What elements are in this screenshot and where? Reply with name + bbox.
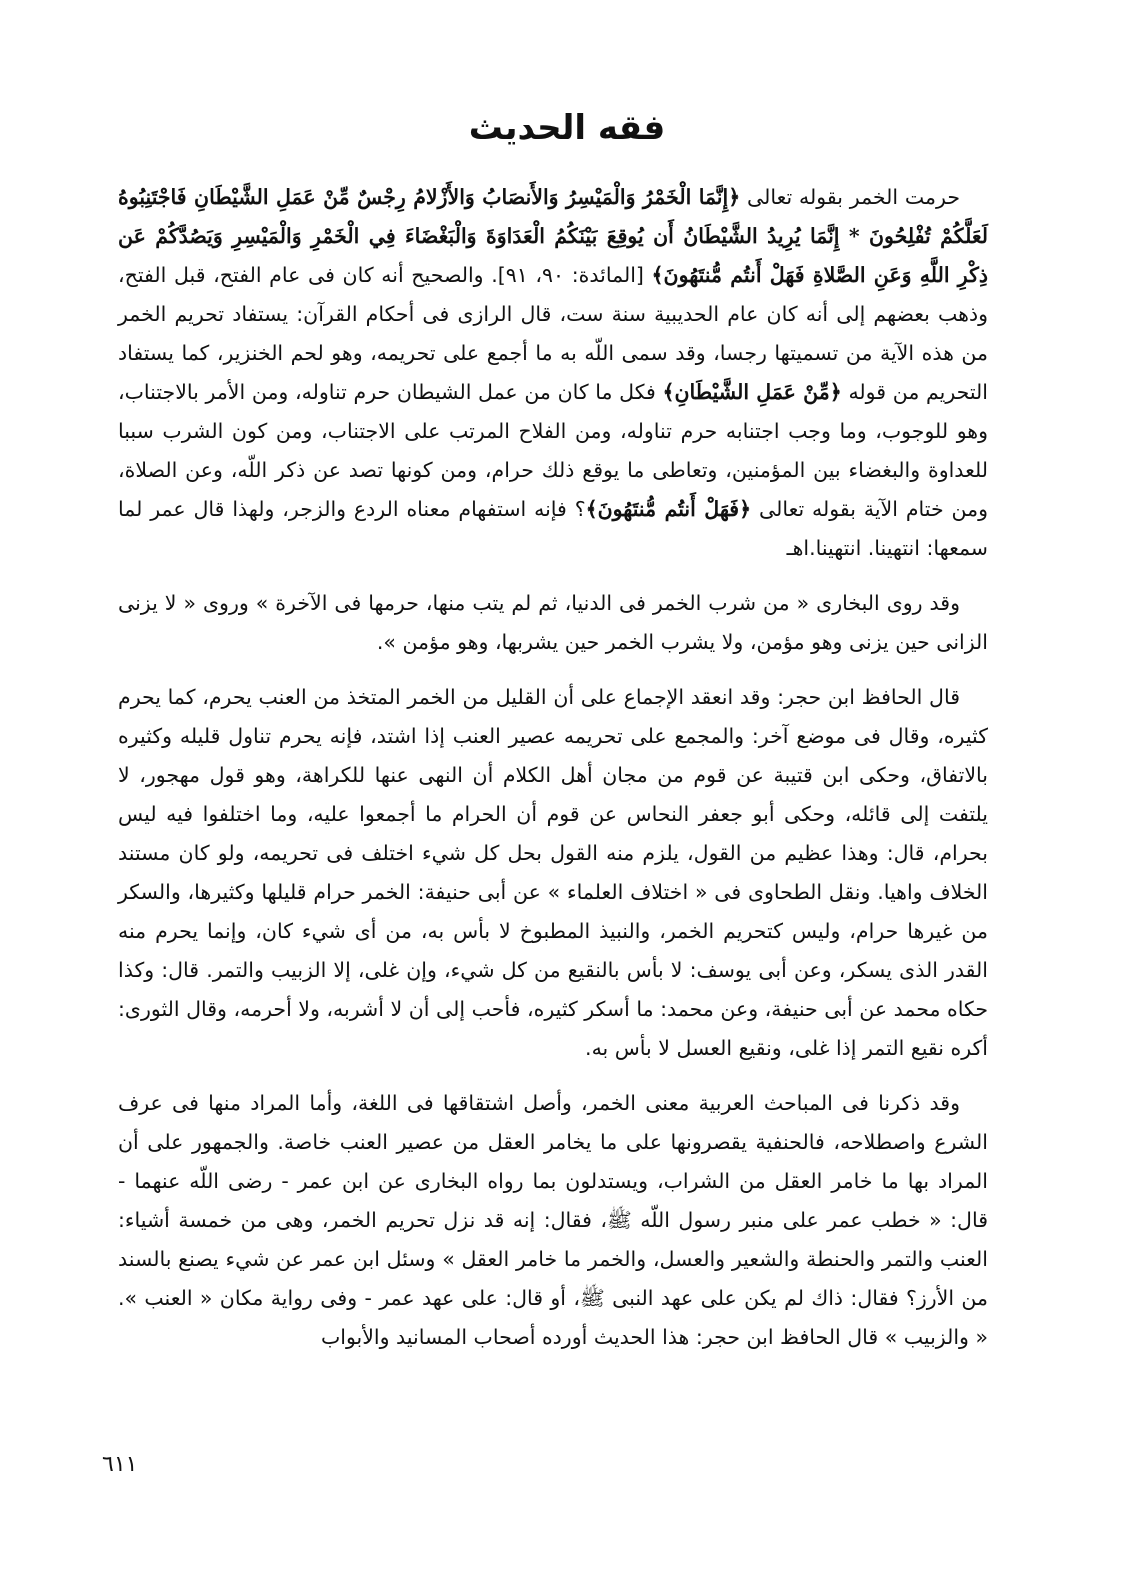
paragraph-text: ؟ فإنه استفهام معناه الردع والزجر، ولهذا قال عمر لما سمعها: انتهينا. انتهينا.اهـ <box>118 497 988 560</box>
paragraph-ibn-hajar: قال الحافظ ابن حجر: وقد انعقد الإجماع على أن القليل من الخمر المتخذ من العنب يحرم، كما يحرم كثيره، وقال فى موضع آخر: والمجمع على تحريمه عصير العنب إذا اشتد، فإنه يحرم تناول قليله وكثيره بالاتفاق، وحكى ابن قتيبة عن قوم من مجان أهل الكلام أن النهى عنها للكراهة، وهو قول مهجور، لا يلتفت إلى قائله، وحكى أبو جعفر النحاس عن قوم أن الحرام ما أجمعوا عليه، وما اختلفوا فيه ليس بحرام، قال: وهذا عظيم من القول، يلزم منه القول بحل كل شيء اختلف فى تحريمه، ولو كان مستند الخلاف واهيا. ونقل الطحاوى فى « اختلاف العلماء » عن أبى حنيفة: الخمر حرام قليلها وكثيرها، والسكر من غيرها حرام، وليس كتحريم الخمر، والنبيذ المطبوخ لا بأس به، من أى شيء كان، وإنما يحرم منه القدر الذى يسكر، وعن أبى يوسف: لا بأس بالنقيع من كل شيء، وإن غلى، إلا الزبيب والتمر. قال: وكذا حكاه محمد عن أبى حنيفة، وعن محمد: ما أسكر كثيره، فأحب إلى أن لا أشربه، ولا أحرمه، وقال الثورى: أكره نقيع التمر إذا غلى، ونقيع العسل لا بأس به. <box>118 685 988 1060</box>
paragraph-text: [المائدة: ٩٠، ٩١]. والصحيح أنه كان فى عام الفتح، قبل الفتح، وذهب بعضهم إلى أنه كان عام الحديبية سنة ست، قال الرازى فى أحكام القرآن: يستفاد تحريم الخمر من هذه الآية من تسميتها رجسا، وقد سمى اللّه به ما أجمع على تحريمه، وهو لحم الخنزير، كما يستفاد التحريم من قوله <box>118 263 988 404</box>
page-number: ٦١١ <box>102 1452 138 1477</box>
paragraph-bukhari-narration: وقد روى البخارى « من شرب الخمر فى الدنيا، ثم لم يتب منها، حرمها فى الآخرة » وروى « لا يزنى الزانى حين يزنى وهو مؤمن، ولا يشرب الخمر حين يشربها، وهو مؤمن ». <box>118 591 988 654</box>
quran-verse: ﴿مِّنْ عَمَلِ الشَّيْطَانِ﴾ <box>662 380 842 404</box>
quran-verse: ﴿إِنَّمَا الْخَمْرُ وَالْمَيْسِرُ وَالأَنصَابُ وَالأَزْلامُ رِجْسٌ مِّنْ عَمَلِ الشَّيْطَانِ فَاجْتَنِبُوهُ لَعَلَّكُمْ تُفْلِحُونَ * إِنَّمَا يُرِيدُ الشَّيْطَانُ أَن يُوقِعَ بَيْنَكُمُ الْعَدَاوَةَ وَالْبَغْضَاءَ فِي الْخَمْرِ وَالْمَيْسِرِ وَيَصُدَّكُمْ عَن ذِكْرِ اللَّهِ وَعَنِ الصَّلاةِ فَهَلْ أَنتُم مُّنتَهُونَ﴾ <box>118 185 989 287</box>
paragraph-text: حرمت الخمر بقوله تعالى <box>740 185 961 209</box>
body-text <box>118 178 988 1373</box>
paragraph-definition: وقد ذكرنا فى المباحث العربية معنى الخمر، وأصل اشتقاقها فى اللغة، وأما المراد منها فى عرف الشرع واصطلاحه، فالحنفية يقصرونها على ما يخامر العقل من عصير العنب خاصة. والجمهور على أن المراد بها ما خامر العقل من الشراب، ويستدلون بما رواه البخارى عن ابن عمر - رضى اللّه عنهما - قال: « خطب عمر على منبر رسول اللّه ﷺ، فقال: إنه قد نزل تحريم الخمر، وهى من خمسة أشياء: العنب والتمر والحنطة والشعير والعسل، والخمر ما خامر العقل » وسئل ابن عمر عن شيء يصنع بالسند من الأرز؟ فقال: ذاك لم يكن على عهد النبى ﷺ، أو قال: على عهد عمر - وفى رواية مكان « العنب ». « والزبيب » قال الحافظ ابن حجر: هذا الحديث أورده أصحاب المسانيد والأبواب <box>118 1091 988 1349</box>
paragraph-text: فكل ما كان من عمل الشيطان حرم تناوله، ومن الأمر بالاجتناب، وهو للوجوب، وما وجب اجتنابه حرم تناوله، ومن الفلاح المرتب على الاجتناب، ومن كون الشرب سببا للعداوة والبغضاء بين المؤمنين، وتعاطى ما يوقع ذلك حرام، ومن كونها تصد عن ذكر اللّه، وعن الصلاة، ومن ختام الآية بقوله تعالى <box>118 380 988 521</box>
quran-verse: ﴿فَهَلْ أَنتُم مُّنتَهُونَ﴾ <box>585 497 752 521</box>
paragraph-khamr-prohibition <box>118 178 988 568</box>
page-title: فقه الحديث <box>468 108 666 148</box>
